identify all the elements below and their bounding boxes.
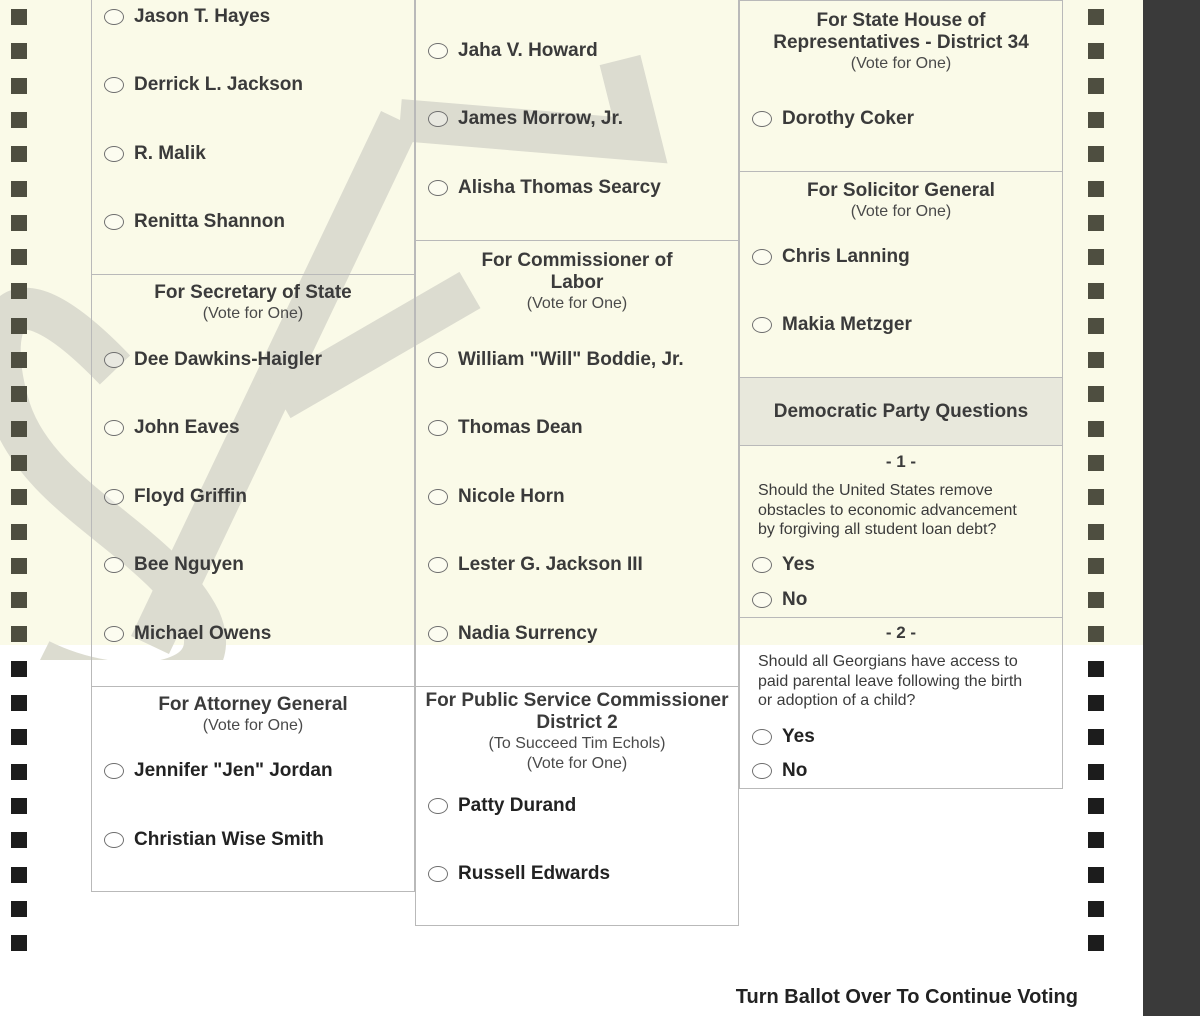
timing-mark (1088, 78, 1104, 94)
timing-marks-left (11, 0, 29, 1016)
candidate-option[interactable] (104, 348, 322, 372)
timing-mark (1088, 215, 1104, 231)
candidate-name: John Eaves (134, 417, 240, 438)
timing-mark (1088, 524, 1104, 540)
vote-instruction: (Vote for One) (850, 55, 952, 72)
timing-mark (1088, 695, 1104, 711)
timing-mark (11, 764, 27, 780)
candidate-name: Dorothy Coker (782, 108, 914, 129)
answer-label: No (782, 589, 808, 610)
timing-mark (1088, 455, 1104, 471)
candidate-name: Nicole Horn (458, 486, 565, 507)
candidate-option[interactable] (752, 245, 910, 269)
timing-mark (1088, 867, 1104, 883)
timing-mark (11, 352, 27, 368)
candidate-name: Alisha Thomas Searcy (458, 177, 661, 198)
timing-marks-right (1088, 0, 1106, 1016)
timing-mark (11, 626, 27, 642)
timing-mark (1088, 626, 1104, 642)
vote-instruction: (Vote for One) (202, 305, 304, 322)
timing-mark (11, 695, 27, 711)
timing-mark (11, 386, 27, 402)
timing-mark (11, 901, 27, 917)
answer-option-no[interactable] (752, 759, 807, 783)
vote-oval[interactable] (104, 77, 124, 93)
contest-title: For Public Service Commissioner (425, 690, 729, 711)
vote-oval[interactable] (104, 832, 124, 848)
vote-oval[interactable] (428, 352, 448, 368)
vote-oval[interactable] (104, 557, 124, 573)
scanner-edge-bar (1143, 0, 1200, 1016)
candidate-name: R. Malik (134, 143, 206, 164)
timing-mark (1088, 558, 1104, 574)
timing-mark (11, 524, 27, 540)
contest-title: For Solicitor General (807, 180, 995, 201)
candidate-option[interactable] (428, 416, 583, 440)
candidate-name: Patty Durand (458, 795, 577, 816)
vote-oval[interactable] (428, 111, 448, 127)
candidate-option[interactable] (752, 107, 914, 131)
timing-mark (11, 43, 27, 59)
timing-mark (11, 867, 27, 883)
answer-label: Yes (782, 726, 815, 747)
question-text: obstacles to economic advancement (758, 501, 1017, 519)
timing-mark (1088, 43, 1104, 59)
vote-instruction: (Vote for One) (526, 755, 628, 772)
candidate-name: James Morrow, Jr. (458, 108, 624, 129)
timing-mark (11, 78, 27, 94)
timing-mark (11, 935, 27, 951)
timing-mark (11, 181, 27, 197)
candidate-option[interactable] (104, 142, 206, 166)
candidate-name: Floyd Griffin (134, 486, 247, 507)
candidate-option[interactable] (104, 553, 244, 577)
candidate-option[interactable] (104, 210, 285, 234)
timing-mark (1088, 9, 1104, 25)
vote-oval[interactable] (428, 420, 448, 436)
question-number: - 2 - (885, 623, 917, 642)
question-text: or adoption of a child? (758, 692, 916, 709)
timing-mark (1088, 764, 1104, 780)
vote-oval[interactable] (752, 729, 772, 745)
vote-oval[interactable] (752, 763, 772, 779)
timing-mark (1088, 181, 1104, 197)
vote-oval[interactable] (428, 866, 448, 882)
candidate-name: Derrick L. Jackson (134, 74, 303, 95)
candidate-name: Chris Lanning (782, 246, 910, 267)
candidate-option[interactable] (428, 485, 565, 509)
candidate-option[interactable] (428, 107, 623, 131)
candidate-name: Dee Dawkins-Haigler (134, 349, 322, 370)
candidate-option[interactable] (104, 416, 240, 440)
candidate-name: Jaha V. Howard (458, 40, 598, 61)
answer-option-yes[interactable] (752, 553, 815, 577)
candidate-option[interactable] (104, 5, 270, 29)
vote-oval[interactable] (104, 146, 124, 162)
candidate-name: Bee Nguyen (134, 554, 244, 575)
timing-mark (1088, 318, 1104, 334)
vote-oval[interactable] (752, 111, 772, 127)
question-text: paid parental leave following the birth (758, 672, 1023, 690)
candidate-option[interactable] (104, 622, 271, 646)
candidate-option[interactable] (428, 862, 610, 886)
timing-mark (11, 592, 27, 608)
question-text: Should all Georgians have access to (758, 653, 1018, 670)
timing-mark (11, 146, 27, 162)
vote-instruction: (Vote for One) (202, 717, 304, 734)
timing-mark (11, 215, 27, 231)
candidate-option[interactable] (428, 348, 684, 372)
candidate-name: Jennifer "Jen" Jordan (134, 760, 333, 781)
vote-oval[interactable] (752, 592, 772, 608)
timing-mark (1088, 352, 1104, 368)
contest-title: Labor (550, 272, 604, 293)
candidate-option[interactable] (104, 759, 333, 783)
answer-label: No (782, 760, 808, 781)
vote-oval[interactable] (428, 43, 448, 59)
timing-mark (11, 832, 27, 848)
candidate-option[interactable] (428, 622, 597, 646)
timing-mark (1088, 592, 1104, 608)
timing-mark (1088, 798, 1104, 814)
candidate-option[interactable] (428, 794, 576, 818)
timing-mark (11, 661, 27, 677)
timing-mark (11, 729, 27, 745)
timing-mark (11, 455, 27, 471)
vote-instruction: (Vote for One) (526, 295, 628, 312)
contest-title: For Commissioner of (481, 250, 673, 271)
question-text: by forgiving all student loan debt? (758, 521, 997, 538)
timing-mark (1088, 283, 1104, 299)
timing-mark (1088, 386, 1104, 402)
vote-oval[interactable] (104, 214, 124, 230)
contest-title: For Secretary of State (154, 282, 352, 303)
timing-mark (11, 798, 27, 814)
contest-title: District 2 (536, 712, 618, 733)
timing-mark (1088, 421, 1104, 437)
vote-oval[interactable] (428, 180, 448, 196)
vote-oval[interactable] (752, 317, 772, 333)
contest-title: For State House of (816, 10, 986, 31)
candidate-name: Russell Edwards (458, 863, 611, 884)
vote-oval[interactable] (428, 798, 448, 814)
question-number: - 1 - (885, 452, 917, 471)
candidate-option[interactable] (104, 828, 324, 852)
timing-mark (1088, 661, 1104, 677)
answer-option-no[interactable] (752, 588, 807, 612)
vote-oval[interactable] (104, 626, 124, 642)
vote-instruction: (Vote for One) (850, 203, 952, 220)
timing-mark (11, 489, 27, 505)
timing-mark (1088, 832, 1104, 848)
candidate-name: Thomas Dean (458, 417, 583, 438)
vote-oval[interactable] (752, 249, 772, 265)
candidate-option[interactable] (104, 73, 303, 97)
candidate-name: William "Will" Boddie, Jr. (458, 349, 684, 370)
vote-oval[interactable] (104, 763, 124, 779)
vote-oval[interactable] (428, 489, 448, 505)
vote-oval[interactable] (104, 420, 124, 436)
timing-mark (1088, 729, 1104, 745)
vote-oval[interactable] (104, 489, 124, 505)
timing-mark (11, 558, 27, 574)
answer-label: Yes (782, 554, 815, 575)
candidate-name: Christian Wise Smith (134, 829, 324, 850)
candidate-option[interactable] (104, 485, 247, 509)
timing-mark (11, 421, 27, 437)
timing-mark (11, 9, 27, 25)
timing-mark (1088, 901, 1104, 917)
turn-ballot-instruction: Turn Ballot Over To Continue Voting (735, 986, 1078, 1008)
timing-mark (1088, 489, 1104, 505)
candidate-name: Lester G. Jackson III (458, 554, 643, 575)
answer-option-yes[interactable] (752, 725, 815, 749)
candidate-name: Jason T. Hayes (134, 6, 271, 27)
question-text: Should the United States remove (758, 482, 993, 499)
candidate-option[interactable] (428, 553, 643, 577)
timing-mark (1088, 146, 1104, 162)
contest-title: For Attorney General (158, 694, 348, 715)
candidate-name: Michael Owens (134, 623, 272, 644)
timing-mark (11, 283, 27, 299)
candidate-option[interactable] (752, 313, 912, 337)
timing-mark (11, 249, 27, 265)
vote-oval[interactable] (428, 626, 448, 642)
party-questions-header: Democratic Party Questions (739, 377, 1063, 446)
vote-oval[interactable] (428, 557, 448, 573)
candidate-option[interactable] (428, 176, 661, 200)
candidate-name: Nadia Surrency (458, 623, 598, 644)
timing-mark (11, 318, 27, 334)
candidate-option[interactable] (428, 39, 598, 63)
succession-note: (To Succeed Tim Echols) (488, 735, 666, 752)
timing-mark (1088, 249, 1104, 265)
vote-oval[interactable] (752, 557, 772, 573)
vote-oval[interactable] (104, 9, 124, 25)
timing-mark (1088, 112, 1104, 128)
timing-mark (1088, 935, 1104, 951)
candidate-name: Renitta Shannon (134, 211, 285, 232)
timing-mark (11, 112, 27, 128)
vote-oval[interactable] (104, 352, 124, 368)
candidate-name: Makia Metzger (782, 314, 912, 335)
contest-title: Representatives - District 34 (773, 32, 1029, 53)
